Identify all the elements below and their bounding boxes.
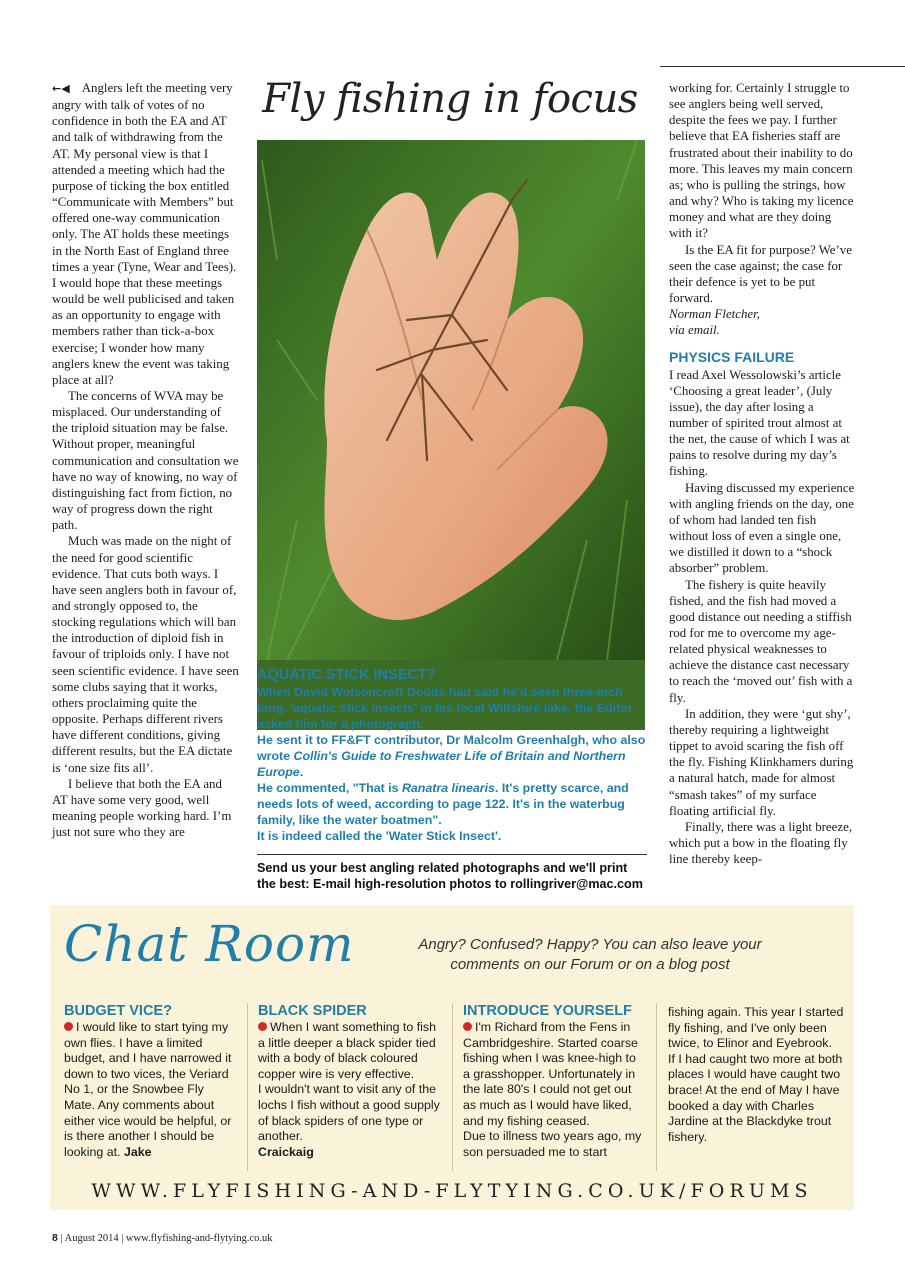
forums-url[interactable]: WWW.FLYFISHING-AND-FLYTYING.CO.UK/FORUMS — [91, 1180, 813, 1202]
paragraph: working for. Certainly I struggle to see anglers being well served, despite the fees we pay. I further believe that EA fisheries staff are frustrated about their inability to do more. This leaves my main concern as; who is pulling the strings, how and why? Who is taking my licence money and what are they doing with it? — [669, 81, 854, 241]
bullet-icon — [463, 1022, 472, 1031]
letter-column-left — [52, 80, 239, 840]
post-heading: INTRODUCE YOURSELF — [463, 1003, 632, 1019]
paragraph: Much was made on the night of the need for good scientific evidence. That cuts both ways. I have seen anglers both in favour of, and strongly opposed to, the stocking regulations which will ban the introduction of diploid fish in favour of triploids only. I have not seen scientific evidence. I have seen some clubs saying that it works, others proclaiming quite the opposite. Perhaps different rivers have different conditions, giving different results, but the EA dictate is ‘one size fits all’. — [52, 534, 239, 775]
signature-name: Norman Fletcher, — [669, 307, 760, 322]
footer-issue-url: | August 2014 | www.flyfishing-and-flytying.co.uk — [60, 1233, 273, 1244]
caption-paragraph: When David Wolsoncroft Dodds had said he'd seen three-inch long, 'aquatic stick insects' in his local Wiltshire lake, the Editor asked him for a photograph. — [257, 685, 633, 731]
section-heading: PHYSICS FAILURE — [669, 348, 795, 365]
paragraph: Finally, there was a light breeze, which put a bow in the floating fly line thereby keep- — [669, 819, 853, 867]
fly-fishing-in-focus-feature — [250, 66, 650, 896]
paragraph: I believe that both the EA and AT have some very good, well meaning people working hard. I’m just not sure who they are — [52, 776, 232, 840]
feature-title: Fly fishing in focus — [262, 76, 638, 122]
caption-paragraph: He commented, "That is Ranatra linearis. It's pretty scarce, and needs lots of weed, according to page 122. It's in the waterbug family, like the water boatmen". — [257, 781, 629, 827]
paragraph: Is the EA fit for purpose? We’ve seen the case against; the case for their defence is yet to be put forward. — [669, 242, 852, 306]
signature-via: via email. — [669, 323, 720, 338]
column-divider — [656, 1003, 657, 1171]
chat-post-continued — [668, 1005, 844, 1145]
top-rule — [660, 66, 905, 67]
paragraph: Having discussed my experience with angling friends on the day, one of whom had landed ten fish without loss of even a single one, we distilled it down to a “shock absorber” problem. — [669, 480, 855, 576]
post-heading: BLACK SPIDER — [258, 1003, 367, 1019]
bullet-icon — [64, 1022, 73, 1031]
paragraph: In addition, they were ‘gut shy’, thereby requiring a lightweight tippet to avoid scaring the fish off the fly. Fishing Klinkhamers during a natural hatch, made for almost “smash takes” of my surface floating artificial fly. — [669, 706, 854, 818]
paragraph: The concerns of WVA may be misplaced. Our understanding of the triploid situation may be false. Without proper, meaningful communication and consultation we have no way of knowing, no way of distinguishing fact from fiction, no way of progress down the right path. — [52, 388, 239, 533]
paragraph: ←◀ Anglers left the meeting very angry with talk of votes of no confidence in both the EA and AT and talk of withdrawing from the AT. My personal view is that I attended a meeting which had the purpose of ticking the box entitled “Communicate with Members” but offered one-way communication only. The AT holds these meetings in the North East of England three times a year (Tyne, Wear and Tees). I would hope that these meetings would be well publicised and taken as an opportunity to engage with members rather than tick-a-box exercise; I wonder how many anglers knew the event was taking place at all? — [52, 81, 237, 387]
book-title: Collin's Guide to Freshwater Life of Britain and Northern Europe — [257, 749, 626, 779]
chat-post-introduce-yourself — [463, 1003, 643, 1160]
caption-paragraph: It is indeed called the 'Water Stick Insect'. — [257, 829, 502, 843]
photo-caption — [257, 666, 647, 844]
post-body: I'm Richard from the Fens in Cambridgeshire. Started coarse fishing when I was knee-high to a grasshopper. Unfortunately in the late 80's I could not get out as much as I would have liked, and my fishing ceased. — [463, 1020, 638, 1128]
page-number: 8 — [52, 1232, 58, 1244]
post-author: Craickaig — [258, 1144, 314, 1159]
send-photos-note: Send us your best angling related photographs and we'll print the best: E-mail high-resolution photos to rollingriver@mac.com — [257, 854, 647, 892]
hand-with-insect-image — [257, 140, 645, 660]
post-body: I wouldn't want to visit any of the lochs I fish without a good supply of black spiders of one type or another. — [258, 1082, 440, 1144]
post-body: I would like to start tying my own flies. I have a limited budget, and I have narrowed it down to two vices, the Veriard No 1, or the Snowbee Fly Mate. Any comments about either vice would be helpful, or is there another I should be looking at. Jake — [64, 1020, 232, 1159]
chat-post-budget-vice — [64, 1003, 236, 1160]
paragraph: I read Axel Wessolowski’s article ‘Choosing a great leader’, (July issue), the day after losing a number of spirited trout almost at the net, the cause of which I was at pains to resolve during my day’s fishing. — [669, 367, 850, 479]
chat-post-black-spider — [258, 1003, 442, 1160]
post-body: When I want something to fish a little deeper a black spider tied with a body of black coloured copper wire is very effective. — [258, 1020, 436, 1081]
caption-paragraph: He sent it to FF&FT contributor, Dr Malcolm Greenhalgh, who also wrote Collin's Guide to Freshwater Life of Britain and Northern Europe. — [257, 733, 646, 779]
bullet-icon — [258, 1022, 267, 1031]
letter-column-right — [669, 80, 855, 867]
caption-title: AQUATIC STICK INSECT? — [257, 667, 436, 683]
post-author: Jake — [123, 1144, 152, 1159]
stick-insect-photo — [257, 140, 645, 730]
post-body: Due to illness two years ago, my son persuaded me to start — [463, 1129, 642, 1159]
post-body: If I had caught two more at both places I would have caught two brace! At the end of May I have booked a day with Charles Jardine at the Blackdyke trout fishery. — [668, 1051, 843, 1144]
paragraph: The fishery is quite heavily fished, and the fish had moved a good distance out needing a stiffish rod for me to overcome my age-related physical weaknesses to achieve the distance cast necessary to reach the ‘moved out’ fish with a fly. — [669, 577, 853, 705]
chat-room-panel — [50, 905, 854, 1210]
species-name: Ranatra linearis — [401, 781, 495, 795]
chat-room-tagline: Angry? Confused? Happy? You can also leave your comments on our Forum or on a blog post — [418, 936, 762, 973]
post-heading: BUDGET VICE? — [64, 1003, 172, 1019]
chat-room-title: Chat Room — [64, 915, 355, 973]
column-divider — [247, 1003, 248, 1171]
post-body: fishing again. This year I started fly fishing, and I've only been twice, to Elinor and Eyebrook. — [668, 1005, 844, 1051]
continued-arrow-icon: ←◀ — [52, 82, 70, 95]
page-footer — [52, 1232, 273, 1244]
column-divider — [452, 1003, 453, 1171]
